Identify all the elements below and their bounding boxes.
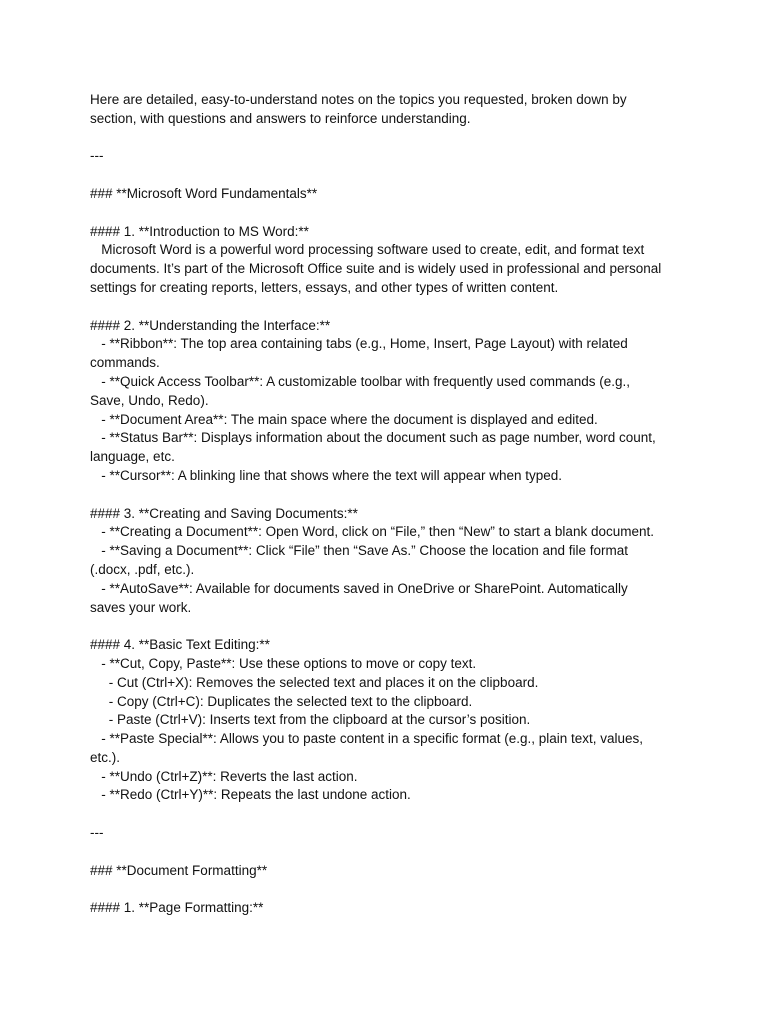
- list-item-continuation: etc.).: [90, 749, 121, 765]
- list-item-continuation: language, etc.: [90, 449, 175, 465]
- blank-line: [90, 843, 698, 862]
- list-item: - **Cursor**: A blinking line that shows where the text will appear when typed.: [90, 467, 562, 483]
- list-subitem: - Cut (Ctrl+X): Removes the selected text and places it on the clipboard.: [90, 674, 539, 690]
- blank-line: [90, 486, 698, 505]
- divider-text: ---: [90, 148, 104, 164]
- paragraph-line: documents. It’s part of the Microsoft Office suite and is widely used in professional and personal: [90, 261, 662, 277]
- list-item: - **Saving a Document**: Click “File” then “Save As.” Choose the location and file format: [90, 543, 628, 559]
- list-item-continuation: Save, Undo, Redo).: [90, 392, 209, 408]
- list-item: - **AutoSave**: Available for documents saved in OneDrive or SharePoint. Automatically: [90, 580, 628, 596]
- intro-line-2: section, with questions and answers to reinforce understanding.: [90, 110, 471, 126]
- list-item: - **Undo (Ctrl+Z)**: Reverts the last action.: [90, 768, 358, 784]
- intro-line-1: Here are detailed, easy-to-understand notes on the topics you requested, broken down by: [90, 92, 627, 107]
- blank-line: [90, 298, 698, 317]
- list-item-continuation: commands.: [90, 355, 160, 371]
- blank-line: [90, 166, 698, 185]
- section-heading-formatting: ### **Document Formatting**: [90, 862, 268, 878]
- list-item: - **Ribbon**: The top area containing tabs (e.g., Home, Insert, Page Layout) with related: [90, 336, 628, 352]
- list-subitem: - Paste (Ctrl+V): Inserts text from the clipboard at the cursor’s position.: [90, 712, 531, 728]
- paragraph-line: settings for creating reports, letters, essays, and other types of written content.: [90, 279, 559, 295]
- section-heading-fundamentals: ### **Microsoft Word Fundamentals**: [90, 185, 318, 201]
- list-item: - **Paste Special**: Allows you to paste content in a specific format (e.g., plain text, values,: [90, 731, 644, 747]
- list-item-continuation: saves your work.: [90, 599, 192, 615]
- blank-line: [90, 805, 698, 824]
- list-item: - **Creating a Document**: Open Word, click on “File,” then “New” to start a blank document.: [90, 524, 654, 540]
- blank-line: [90, 129, 698, 148]
- paragraph-line: Microsoft Word is a powerful word processing software used to create, edit, and format text: [90, 242, 645, 258]
- list-item: - **Redo (Ctrl+Y)**: Repeats the last undone action.: [90, 787, 411, 803]
- blank-line: [90, 617, 698, 636]
- divider-text: ---: [90, 825, 104, 841]
- list-item: - **Document Area**: The main space where the document is displayed and edited.: [90, 411, 598, 427]
- blank-line: [90, 204, 698, 223]
- list-item: - **Quick Access Toolbar**: A customizable toolbar with frequently used commands (e.g.,: [90, 373, 631, 389]
- list-item-continuation: (.docx, .pdf, etc.).: [90, 561, 195, 577]
- list-item: - **Cut, Copy, Paste**: Use these options to move or copy text.: [90, 655, 477, 671]
- subheading-introduction: #### 1. **Introduction to MS Word:**: [90, 223, 309, 239]
- list-subitem: - Copy (Ctrl+C): Duplicates the selected text to the clipboard.: [90, 693, 473, 709]
- subheading-creating-saving: #### 3. **Creating and Saving Documents:**: [90, 505, 358, 521]
- blank-line: [90, 880, 698, 899]
- subheading-page-formatting: #### 1. **Page Formatting:**: [90, 900, 264, 916]
- subheading-interface: #### 2. **Understanding the Interface:**: [90, 317, 331, 333]
- subheading-text-editing: #### 4. **Basic Text Editing:**: [90, 637, 270, 653]
- list-item: - **Status Bar**: Displays information about the document such as page number, word count,: [90, 430, 656, 446]
